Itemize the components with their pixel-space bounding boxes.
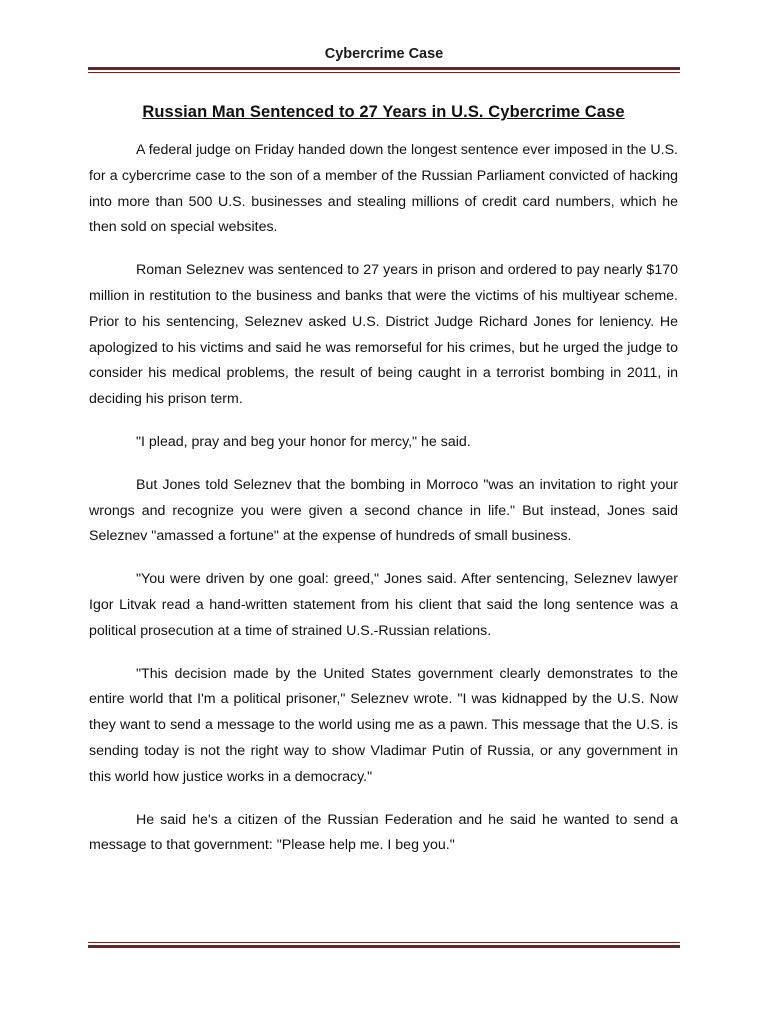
footer-rule-thick bbox=[88, 945, 680, 948]
header-title: Cybercrime Case bbox=[324, 46, 444, 62]
article-body bbox=[89, 103, 678, 876]
paragraph-4: But Jones told Seleznev that the bombing in Morroco "was an invitation to right your wrongs and recognize you were given a second chance in life." But instead, Jones said Seleznev "amassed a fortune" at the expense of hundreds of small business. bbox=[89, 476, 678, 545]
footer-rule-thin bbox=[88, 942, 680, 943]
paragraph-1: A federal judge on Friday handed down the longest sentence ever imposed in the U.S. for a cybercrime case to the son of a member of the Russian Parliament convicted of hacking into more than 500 U.S. businesses and stealing millions of credit card numbers, which he then sold on special websites. bbox=[89, 142, 678, 236]
paragraph-7: He said he's a citizen of the Russian Federation and he said he wanted to send a message to that government: "Please help me. I beg you." bbox=[89, 811, 678, 854]
header-rule-thick bbox=[88, 67, 680, 70]
paragraph-3: "I plead, pray and beg your honor for mercy," he said. bbox=[136, 433, 471, 450]
header-rule-thin bbox=[88, 72, 680, 73]
article-title: Russian Man Sentenced to 27 Years in U.S. Cybercrime Case bbox=[142, 103, 625, 121]
paragraph-2: Roman Seleznev was sentenced to 27 years in prison and ordered to pay nearly $170 million in restitution to the business and banks that were the victims of his multiyear scheme. Prior to his sentencing, Seleznev asked U.S. District Judge Richard Jones for leniency. He apologized to his victims and said he was remorseful for his crimes, but he urged the judge to consider his medical problems, the result of being caught in a terrorist bombing in 2011, in deciding his prison term. bbox=[89, 262, 678, 408]
paragraph-5: "You were driven by one goal: greed," Jones said. After sentencing, Seleznev lawyer Igor Litvak read a hand-written statement from his client that said the long sentence was a political prosecution at a time of strained U.S.-Russian relations. bbox=[89, 571, 678, 639]
paragraph-6: "This decision made by the United States government clearly demonstrates to the entire world that I'm a political prisoner," Seleznev wrote. "I was kidnapped by the U.S. Now they want to send a message to the world using me as a pawn. This message that the U.S. is sending today is not the right way to show Vladimar Putin of Russia, or any government in this world how justice works in a democracy." bbox=[89, 665, 678, 785]
